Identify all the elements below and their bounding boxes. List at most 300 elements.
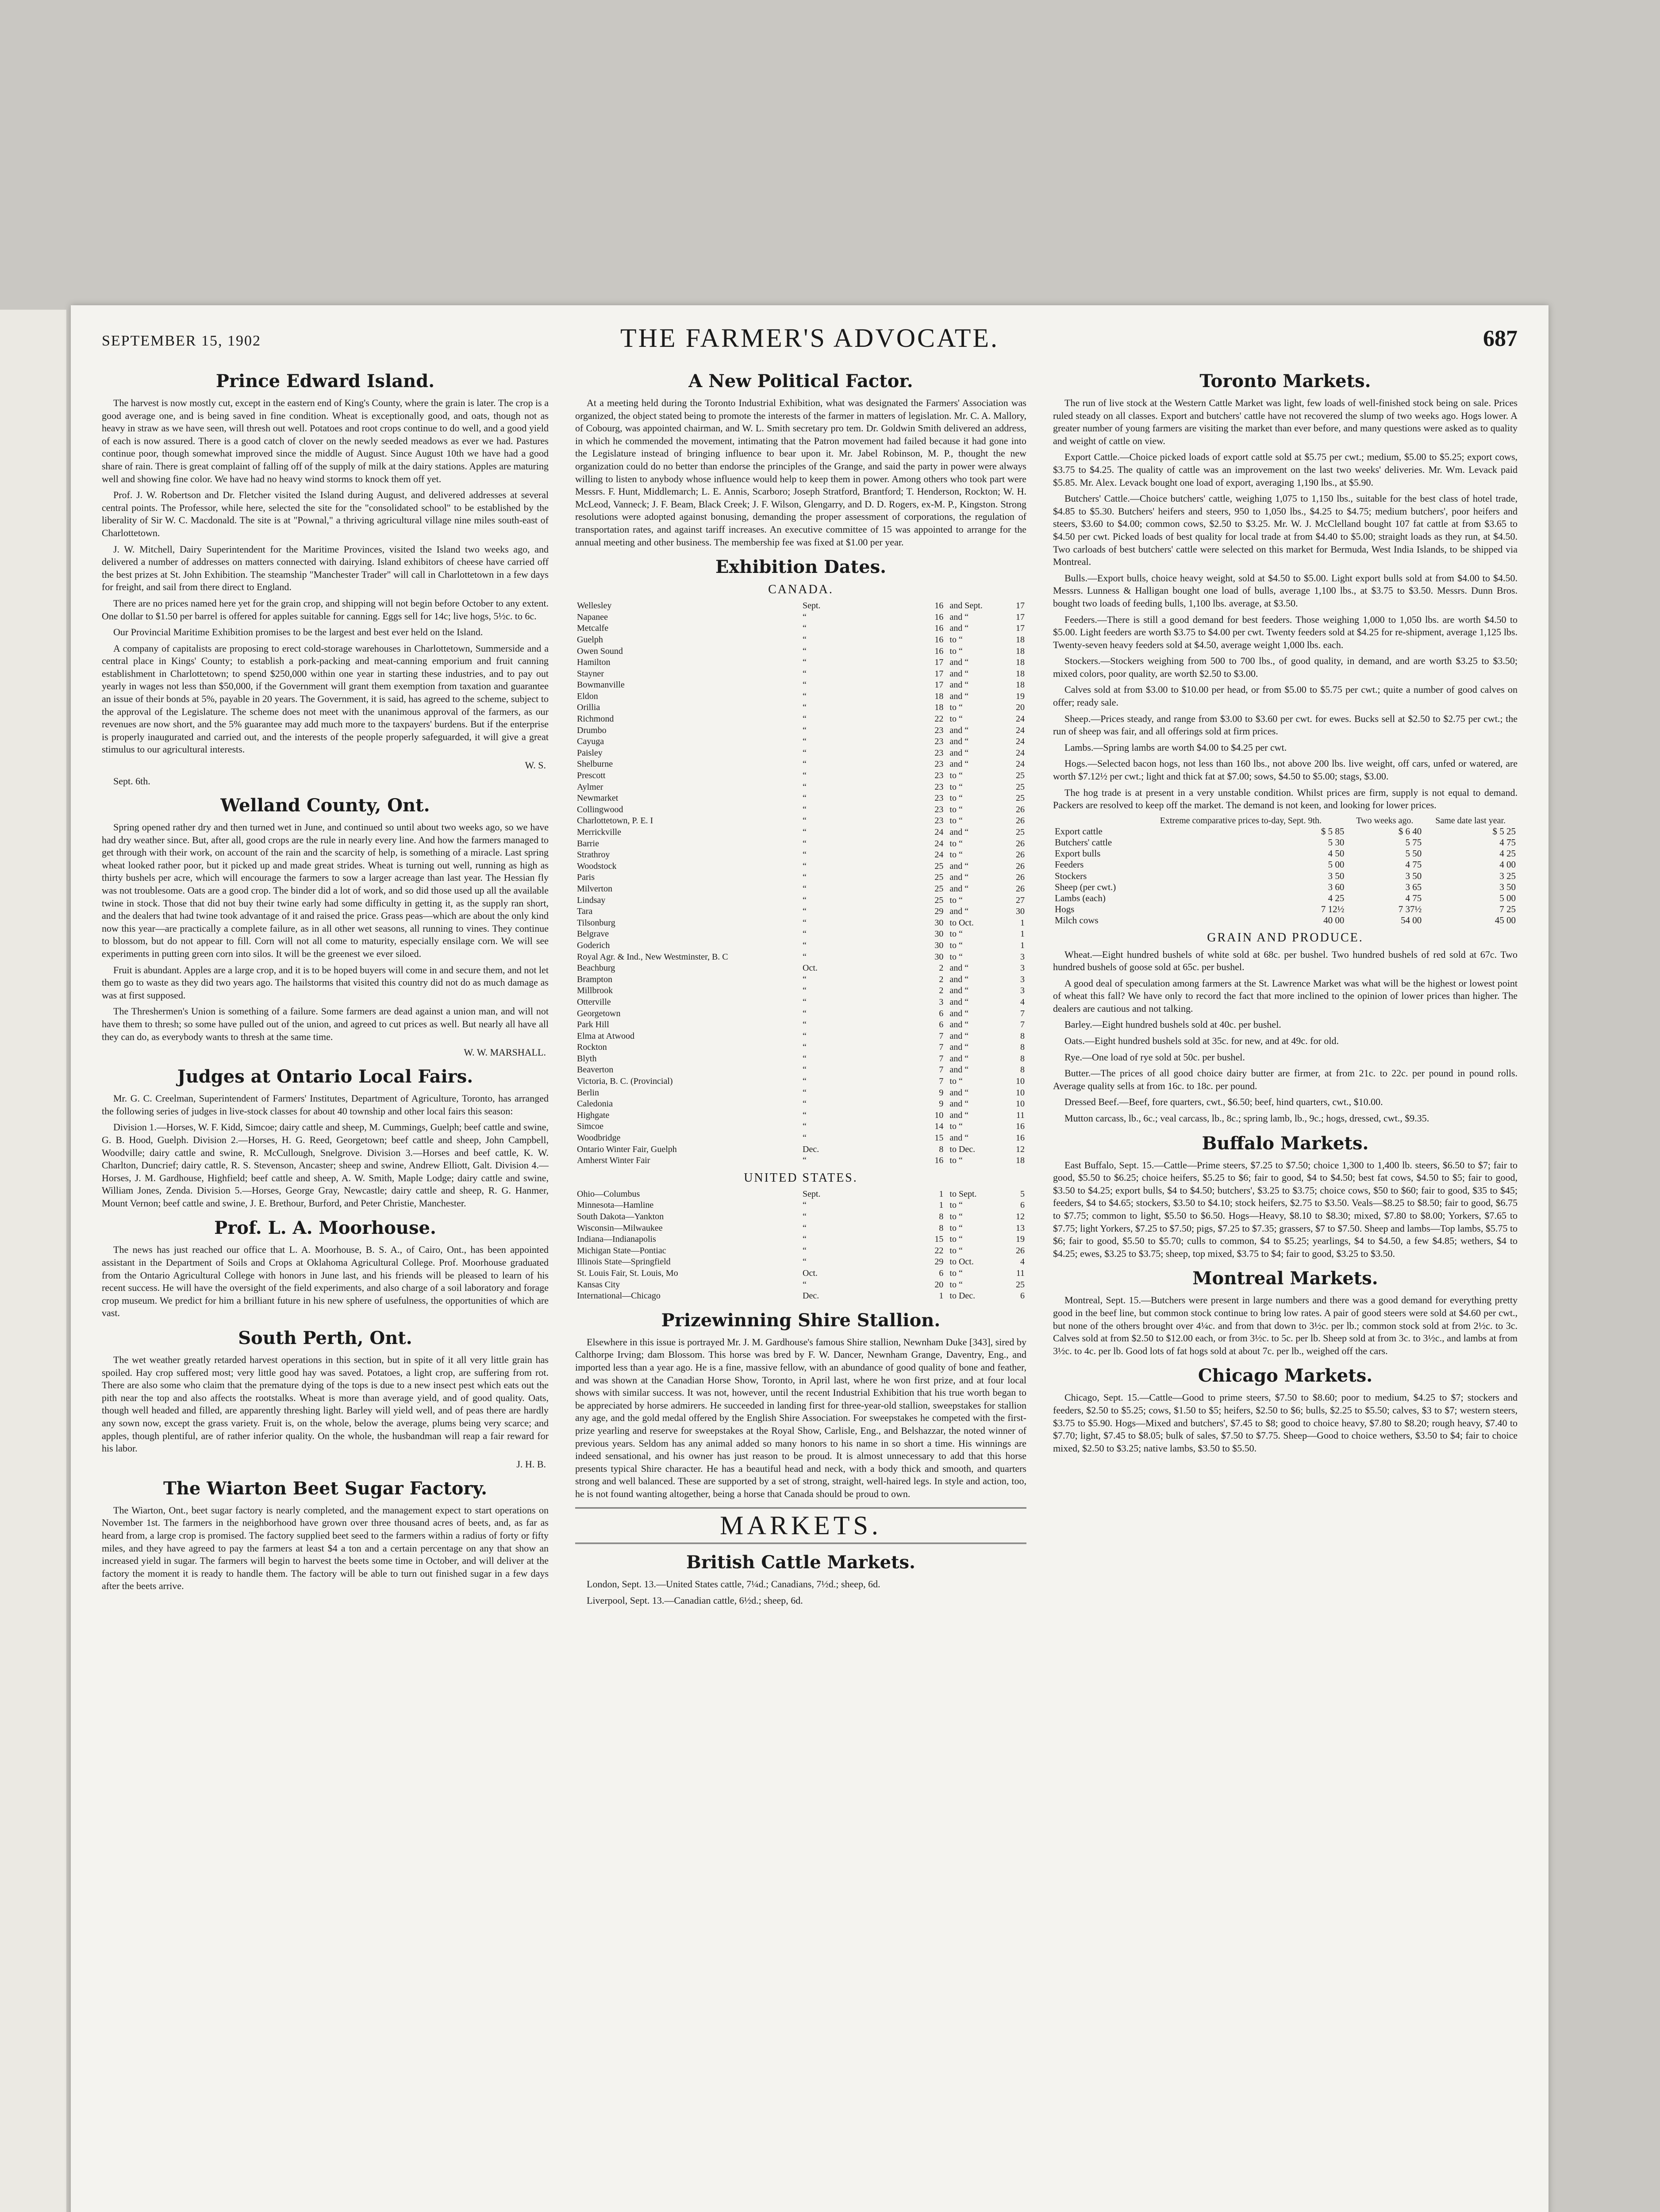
price-row [1053, 893, 1518, 904]
paragraph: Division 1.—Horses, W. F. Kidd, Simcoe; dairy cattle and sheep, M. Cummings, Guelph; beef cattle and swine, G. B. Hood, Guelph. Division 2.—Horses, H. G. Reed, Georgetown; beef cattle and sheep, John Campbell, Woodville; dairy cattle and swine, R. McCullough, Snelgrove. Division 3.—Horses and beef cattle, K. W. Charlton, Duncrief; dairy cattle, R. S. Stevenson, Ancaster; sheep and swine, Andrew Elliott, Galt. Division 4.—Horses, J. M. Gardhouse, Highfield; beef cattle and sheep, A. W. Smith, Maple Lodge; dairy cattle and swine, William Jones, Zenda. Division 5.—Horses, George Gray, Newcastle; dairy cattle and sheep, R. G. Hanmer, Mount Vernon; beef cattle and swine, J. E. Brethour, Burford, and Peter Christie, Manchester. [102, 1121, 549, 1209]
exhibition-row [575, 657, 1026, 668]
exhibition-name: Elma at Atwood [577, 1031, 634, 1041]
exhibition-start-day: 29 [934, 1257, 944, 1267]
column-header: Two weeks ago. [1356, 815, 1414, 826]
exhibition-name: Woodstock [577, 861, 617, 871]
price-row [1053, 837, 1518, 848]
exhibition-end-month: to “ [949, 1245, 963, 1256]
exhibition-name: Royal Agr. & Ind., New Westminster, B. C [577, 952, 728, 962]
exhibition-month: “ [803, 1234, 807, 1244]
exhibition-end-day: 24 [1016, 759, 1025, 769]
exhibition-end-month: and “ [949, 1031, 969, 1041]
price-item: Milch cows [1055, 915, 1099, 926]
article-heading-perth: South Perth, Ont. [238, 1328, 412, 1349]
exhibition-start-day: 25 [934, 861, 944, 871]
exhibition-start-day: 22 [934, 1245, 944, 1256]
exhibition-end-month: to “ [949, 816, 963, 826]
exhibition-start-day: 30 [934, 929, 944, 939]
paragraph: Bulls.—Export bulls, choice heavy weight, sold at $4.50 to $5.00. Light export bulls sold at from $4.00 to $4.50. Messrs. Lunness & Halligan bought one load of bulls, average 1,100 lbs., at $3.75 to $3.50. Messrs. Dunn Bros. bought two loads of feeding bulls, 1,100 lbs. average, at $3.50. [1053, 572, 1518, 609]
exhibition-month: “ [803, 872, 807, 883]
exhibition-end-day: 26 [1016, 872, 1025, 883]
price-two-weeks: 4 75 [1405, 892, 1422, 903]
exhibition-name: Orillia [577, 703, 600, 713]
exhibition-end-day: 4 [1020, 997, 1025, 1007]
price-row [1053, 915, 1518, 926]
paragraph: A company of capitalists are proposing to erect cold-storage warehouses in Charlottetown, Summerside and a central place in Kings' County; to establish a pork-packing and meat-canning emporium and fruit canning establishment in Charlottetown; to spend $250,000 within one year in starting these industries, and to pay out yearly in wages not less than $50,000, if the Government will grant them exemption from taxation and guarantee an issue of their bonds at 5%, payable in 20 years. The Government, it is said, has agreed to the scheme, subject to the approval of the Legislature. The scheme does not meet with the unanimous approval of the farmers, as our revenues are now short, and the 5% guarantee may add much more to the taxpayers' burdens. But if the enterprise is properly inaugurated and carried out, and the interests of the people properly safeguarded, it will give a great stimulus to our agricultural interests. [102, 642, 549, 755]
paragraph: Oats.—Eight hundred bushels sold at 35c. for new, and at 49c. for old. [1064, 1035, 1339, 1047]
exhibition-start-day: 23 [934, 793, 944, 803]
dateline: Sept. 6th. [113, 776, 150, 787]
exhibition-end-month: to “ [949, 1223, 963, 1233]
exhibition-table-canada [575, 600, 1026, 1167]
subheading-united-states: UNITED STATES. [744, 1171, 858, 1185]
exhibition-start-day: 2 [939, 963, 944, 973]
exhibition-end-day: 26 [1016, 1245, 1025, 1256]
exhibition-name: Millbrook [577, 986, 613, 996]
column-right [1053, 363, 1518, 1458]
exhibition-end-month: and “ [949, 1042, 969, 1052]
paragraph: Mutton carcass, lb., 6c.; veal carcass, lb., 8c.; spring lamb, lb., 9c.; hogs, dressed, cwt., $9.35. [1064, 1113, 1429, 1124]
exhibition-name: Rockton [577, 1042, 607, 1052]
price-row [1053, 871, 1518, 882]
section-heading-markets: MARKETS. [575, 1507, 1026, 1544]
exhibition-row [575, 1290, 1026, 1302]
paragraph: The Threshermen's Union is something of a failure. Some farmers are dead against a union man, and will not have them to thresh; so some have pulled out of the union, and agreed to cut prices as well. But nearly all have all they can do, as everybody wants to thresh at the same time. [102, 1006, 549, 1042]
price-item: Stockers [1055, 870, 1087, 881]
paragraph: Stockers.—Stockers weighing from 500 to 700 lbs., of good quality, in demand, and are worth $3.25 to $3.50; mixed colors, poor quality, are worth $2.50 to $3.00. [1053, 655, 1518, 679]
exhibition-month: “ [803, 918, 807, 928]
exhibition-end-month: and “ [949, 906, 969, 917]
exhibition-name: Minnesota—Hamline [577, 1200, 654, 1210]
exhibition-end-month: and “ [949, 668, 969, 679]
exhibition-end-month: to “ [949, 782, 963, 792]
article-heading-shire: Prizewinning Shire Stallion. [661, 1310, 941, 1331]
exhibition-start-day: 23 [934, 782, 944, 792]
exhibition-start-day: 9 [939, 1087, 944, 1098]
exhibition-end-month: and “ [949, 737, 969, 747]
exhibition-end-day: 26 [1016, 850, 1025, 860]
exhibition-month: “ [803, 1257, 807, 1267]
exhibition-month: “ [803, 1223, 807, 1233]
exhibition-end-month: and “ [949, 1065, 969, 1075]
exhibition-name: Newmarket [577, 793, 619, 803]
exhibition-name: Beachburg [577, 963, 615, 973]
exhibition-month: “ [803, 1099, 807, 1109]
exhibition-end-month: to “ [949, 1156, 963, 1166]
exhibition-row [575, 1031, 1026, 1042]
page-header [102, 323, 1518, 354]
exhibition-start-day: 23 [934, 759, 944, 769]
exhibition-month: “ [803, 1065, 807, 1075]
exhibition-end-day: 11 [1016, 1110, 1025, 1120]
exhibition-end-day: 7 [1020, 1020, 1025, 1030]
exhibition-row [575, 1279, 1026, 1291]
exhibition-name: Tilsonburg [577, 918, 615, 928]
exhibition-row [575, 985, 1026, 997]
exhibition-end-month: and Sept. [949, 601, 983, 611]
exhibition-end-month: and “ [949, 1087, 969, 1098]
exhibition-month: “ [803, 623, 807, 634]
exhibition-month: “ [803, 646, 807, 656]
exhibition-row [575, 906, 1026, 918]
exhibition-end-day: 16 [1016, 1121, 1025, 1132]
exhibition-name: Caledonia [577, 1099, 613, 1109]
exhibition-start-day: 24 [934, 850, 944, 860]
paragraph: Chicago, Sept. 15.—Cattle—Good to prime steers, $7.50 to $8.60; poor to medium, $4.25 to $7; stockers and feeders, $2.50 to $5.25; cows, $1.50 to $5; heifers, $2.50 to $6; bulls, $2.25 to $5.50; calves, $3 to $7; western steers, $3.75 to $5.90. Hogs—Mixed and butchers', $7.45 to $8; good to choice heavy, $7.80 to $8.20; rough heavy, $7.40 to $7.70; light, $7.45 to $8.05; bulk of sales, $7.50 to $7.75. Sheep—Good to choice wethers, $3.50 to $4; fair to choice mixed, $2.50 to $3.25; native lambs, $3.50 to $5.50. [1053, 1392, 1518, 1454]
exhibition-end-month: to “ [949, 634, 963, 645]
exhibition-row [575, 804, 1026, 816]
exhibition-end-day: 26 [1016, 816, 1025, 826]
price-row [1053, 826, 1518, 837]
exhibition-end-day: 24 [1016, 737, 1025, 747]
exhibition-end-month: to “ [949, 1076, 963, 1087]
exhibition-end-month: to “ [949, 714, 963, 724]
exhibition-end-day: 18 [1016, 657, 1025, 668]
exhibition-start-day: 1 [939, 1189, 944, 1199]
exhibition-start-day: 7 [939, 1031, 944, 1041]
exhibition-start-day: 17 [934, 657, 944, 668]
exhibition-start-day: 1 [939, 1200, 944, 1210]
exhibition-row [575, 759, 1026, 770]
exhibition-start-day: 25 [934, 895, 944, 905]
exhibition-row [575, 1189, 1026, 1200]
paragraph: Prof. J. W. Robertson and Dr. Fletcher visited the Island during August, and delivered addresses at several central points. The Professor, while here, selected the site for the "consolidated school" to be established by the liberality of Sir W. C. Macdonald. The site is at "Pownal," a thriving agricultural village nine miles south-east of Charlottetown. [102, 489, 549, 538]
exhibition-month: Sept. [803, 1189, 821, 1199]
exhibition-end-day: 24 [1016, 714, 1025, 724]
exhibition-end-month: and “ [949, 1133, 969, 1143]
price-last-year: $ 5 25 [1492, 826, 1516, 837]
exhibition-start-day: 16 [934, 623, 944, 634]
price-item: Export cattle [1055, 826, 1103, 837]
exhibition-month: “ [803, 1212, 807, 1221]
exhibition-end-day: 12 [1016, 1144, 1025, 1154]
exhibition-month: “ [803, 895, 807, 905]
price-two-weeks: 4 75 [1405, 859, 1422, 870]
exhibition-month: “ [803, 997, 807, 1007]
exhibition-start-day: 7 [939, 1053, 944, 1064]
exhibition-name: Merrickville [577, 827, 621, 837]
exhibition-month: “ [803, 1121, 807, 1132]
exhibition-row [575, 861, 1026, 872]
exhibition-end-day: 19 [1016, 691, 1025, 701]
exhibition-end-month: to “ [949, 850, 963, 860]
exhibition-end-day: 8 [1020, 1065, 1025, 1075]
price-current: 5 30 [1328, 837, 1345, 848]
exhibition-row [575, 872, 1026, 883]
price-item: Hogs [1055, 904, 1075, 915]
exhibition-month: “ [803, 612, 807, 622]
exhibition-month: “ [803, 940, 807, 950]
exhibition-end-month: and “ [949, 1008, 969, 1018]
price-item: Lambs (each) [1055, 892, 1106, 903]
exhibition-start-day: 17 [934, 680, 944, 690]
exhibition-row [575, 1144, 1026, 1156]
exhibition-end-month: to “ [949, 1121, 963, 1132]
paragraph: The Wiarton, Ont., beet sugar factory is nearly completed, and the management expect to start operations on November 1st. The farmers in the neighborhood have grown over three thousand acres of beets, and, as far as heard from, a large crop is promised. The factory supplied beet seed to the farmers within a radius of forty or fifty miles, and they have agreed to pay the farmers at least $4 a ton and a certain percentage on any that show an increased yield in sugar. The farmers will begin to harvest the beets some time in October, and will deliver at the factory the moment it is ready to handle them. The factory will be able to turn out finished sugar in a few days after the beets arrive. [102, 1504, 549, 1592]
exhibition-start-day: 30 [934, 918, 944, 928]
price-row [1053, 904, 1518, 915]
exhibition-end-day: 26 [1016, 861, 1025, 871]
exhibition-name: Lindsay [577, 895, 606, 905]
exhibition-name: Amherst Winter Fair [577, 1156, 650, 1166]
price-last-year: 7 25 [1499, 904, 1516, 915]
exhibition-end-day: 26 [1016, 838, 1025, 849]
exhibition-end-month: and “ [949, 1053, 969, 1064]
price-two-weeks: $ 6 40 [1398, 826, 1422, 837]
paragraph: The news has just reached our office that L. A. Moorhouse, B. S. A., of Cairo, Ont., has been appointed assistant in the Department of Soils and Crops at Oklahoma Agricultural College. Prof. Moorhouse graduated from the Ontario Agricultural College with honors in June last, and his friends will be pleased to learn of his recent success. He will have the oversight of the field experiments, and also charge of a soil laboratory and forage crop museum. We predict for him a brilliant future in his new sphere of usefulness, the opportunities of which are vast. [102, 1244, 549, 1319]
exhibition-end-month: and “ [949, 1020, 969, 1030]
exhibition-row [575, 1098, 1026, 1110]
paragraph: There are no prices named here yet for the grain crop, and shipping will not begin before October to any extent. One dollar to $1.50 per barrel is offered for apples suitable for canning. Eggs sell for 14c; live hogs, 5½c. to 6c. [102, 597, 549, 622]
exhibition-start-day: 14 [934, 1121, 944, 1132]
exhibition-end-month: and “ [949, 963, 969, 973]
exhibition-name: Indiana—Indianapolis [577, 1234, 656, 1244]
exhibition-end-day: 10 [1016, 1076, 1025, 1087]
exhibition-start-day: 23 [934, 725, 944, 735]
exhibition-month: “ [803, 1008, 807, 1018]
exhibition-start-day: 17 [934, 668, 944, 679]
exhibition-end-month: to “ [949, 1268, 963, 1278]
exhibition-end-day: 3 [1020, 986, 1025, 996]
price-two-weeks: 54 00 [1400, 915, 1422, 926]
exhibition-month: “ [803, 883, 807, 894]
exhibition-end-month: to “ [949, 793, 963, 803]
exhibition-end-day: 8 [1020, 1042, 1025, 1052]
price-current: $ 5 85 [1321, 826, 1345, 837]
exhibition-month: “ [803, 1133, 807, 1143]
exhibition-end-day: 25 [1016, 793, 1025, 803]
exhibition-name: Aylmer [577, 782, 603, 792]
exhibition-start-day: 18 [934, 691, 944, 701]
exhibition-row [575, 838, 1026, 850]
exhibition-name: Napanee [577, 612, 608, 622]
price-current: 4 25 [1328, 892, 1345, 903]
exhibition-row [575, 1256, 1026, 1268]
exhibition-row [575, 1211, 1026, 1223]
exhibition-end-month: to Oct. [949, 918, 974, 928]
exhibition-name: Tara [577, 906, 593, 917]
exhibition-row [575, 1110, 1026, 1121]
page-number: 687 [1483, 326, 1518, 351]
exhibition-month: “ [803, 986, 807, 996]
exhibition-name: St. Louis Fair, St. Louis, Mo [577, 1268, 678, 1278]
paragraph: At a meeting held during the Toronto Industrial Exhibition, what was designated the Farmers' Association was organized, the object stated being to promote the interests of the farmer in matters of legislation. Mr. C. A. Mallory, of Cobourg, was appointed chairman, and W. L. Smith secretary pro tem. Dr. Goldwin Smith delivered an address, in which he commended the movement, intimating that the Patron movement had failed because it had gone into the Legislature instead of bringing influence to bear upon it. Mr. Jabel Robinson, M. P., thought the new organization could do no better than endorse the principles of the Grange, and said the party in power were always willing to listen to anybody whose influence would help to keep them in power. Among others who took part were Messrs. F. Hunt, Middlemarch; L. E. Annis, Scarboro; Joseph Stratford, Brantford; T. Henderson, Rockton; W. H. McLeod, Vanneck; J. F. Beam, Black Creek; J. F. Wilson, Glengarry, and D. D. Rogers, ex-M. P., Kingston. Strong resolutions were adopted against bonusing, demanding the proper assessment of corporations, the regulation of transportation rates, and against tariff increases. An executive committee of 15 was appointed to arrange for the annual meeting and other business. The membership fee was fixed at $1.00 per year. [575, 397, 1026, 548]
exhibition-row [575, 1223, 1026, 1234]
price-comparison-table [1053, 815, 1518, 926]
exhibition-month: “ [803, 668, 807, 679]
exhibition-end-day: 3 [1020, 952, 1025, 962]
exhibition-row [575, 940, 1026, 952]
exhibition-start-day: 7 [939, 1076, 944, 1087]
exhibition-end-day: 11 [1016, 1268, 1025, 1278]
paragraph: Elsewhere in this issue is portrayed Mr. J. M. Gardhouse's famous Shire stallion, Newnham Duke [343], sired by Calthorpe Irving; dam Blossom. This horse was bred by F. W. Dancer, Newnham Grange, Daventry, Eng., and imported less than a year ago. He is a fine, massive fellow, with an abundance of good quality of bone and feather, and was shown at the Canadian Horse Show, Toronto, in April last, where he won first prize, and at four local shows with similar success. It was not, however, until the recent Industrial Exhibition that his true worth began to be appreciated by horse admirers. He succeeded in landing first for three-year-old stallion, sweepstakes for stallion any age, and the gold medal offered by the English Shire Association. For sweepstakes he competed with the first-prize yearling and reserve for sweepstakes at the Royal Show, Carlisle, Eng., and Belshazzar, the noted winner of previous years. Seldom has any animal added so many honors to his name in so short a time. His winnings are indeed sensational, and his owner has just reason to be proud. It is almost unnecessary to add that this horse presents typical Shire character. He has a beautiful head and neck, with a body thick and smooth, and quarters strong and well balanced. These are supported by a set of strong, straight, well-haired legs. In style and action, too, he is not found wanting altogether, being a horse that Canada should be proud to own. [575, 1336, 1026, 1499]
exhibition-name: Metcalfe [577, 623, 609, 634]
price-item: Export bulls [1055, 848, 1101, 859]
exhibition-month: “ [803, 804, 807, 814]
exhibition-name: Paris [577, 872, 595, 883]
exhibition-end-day: 1 [1020, 940, 1025, 950]
exhibition-row [575, 918, 1026, 929]
exhibition-end-month: to “ [949, 1279, 963, 1290]
price-two-weeks: 3 65 [1405, 881, 1422, 892]
exhibition-end-day: 1 [1020, 929, 1025, 939]
exhibition-start-day: 16 [934, 646, 944, 656]
exhibition-row [575, 1245, 1026, 1257]
exhibition-end-day: 18 [1016, 680, 1025, 690]
exhibition-start-day: 8 [939, 1212, 944, 1221]
column-left [102, 363, 549, 1596]
exhibition-name: International—Chicago [577, 1291, 661, 1301]
exhibition-row [575, 1268, 1026, 1279]
price-current: 3 50 [1328, 870, 1345, 881]
paragraph: Rye.—One load of rye sold at 50c. per bushel. [1064, 1051, 1245, 1063]
exhibition-name: Paisley [577, 748, 603, 758]
exhibition-row [575, 952, 1026, 963]
exhibition-end-month: to Dec. [949, 1291, 976, 1301]
exhibition-start-day: 25 [934, 872, 944, 883]
exhibition-row [575, 815, 1026, 827]
price-current: 7 12½ [1321, 904, 1345, 915]
exhibition-end-day: 3 [1020, 963, 1025, 973]
exhibition-month: Oct. [803, 963, 818, 973]
paragraph: J. W. Mitchell, Dairy Superintendent for the Maritime Provinces, visited the Island two weeks ago, and delivered a number of addresses on matters connected with dairying. Island exhibitors of cheese have carried off the best prizes at St. John Exhibition. The steamship "Manchester Trader" will call in Charlottetown in a few days for freight, and sail from there direct to England. [102, 543, 549, 593]
exhibition-end-day: 10 [1016, 1087, 1025, 1098]
article-heading-british: British Cattle Markets. [686, 1552, 915, 1573]
exhibition-row [575, 714, 1026, 725]
exhibition-end-month: and “ [949, 748, 969, 758]
exhibition-row [575, 1019, 1026, 1031]
exhibition-end-month: to “ [949, 646, 963, 656]
exhibition-name: Richmond [577, 714, 614, 724]
exhibition-end-day: 4 [1020, 1257, 1025, 1267]
adjacent-page-margin [0, 310, 66, 2212]
exhibition-name: Cayuga [577, 737, 604, 747]
exhibition-row [575, 782, 1026, 793]
exhibition-end-day: 25 [1016, 771, 1025, 781]
paragraph: Export Cattle.—Choice picked loads of export cattle sold at $5.75 per cwt.; medium, $5.00 to $5.25; export cows, $3.75 to $4.25. The quality of cattle was an improvement on the last two weeks' deliveries. Mr. Wm. Levack paid $5.85. Mr. Alex. Levack bought one load of export, averaging 1,190 lbs., at $5.90. [1053, 451, 1518, 488]
exhibition-end-day: 24 [1016, 725, 1025, 735]
exhibition-name: Belgrave [577, 929, 609, 939]
exhibition-start-day: 15 [934, 1133, 944, 1143]
exhibition-month: “ [803, 657, 807, 668]
exhibition-row [575, 646, 1026, 657]
exhibition-row [575, 1064, 1026, 1076]
exhibition-start-day: 16 [934, 634, 944, 645]
exhibition-name: Beaverton [577, 1065, 614, 1075]
exhibition-start-day: 30 [934, 940, 944, 950]
article-heading-exhibitions: Exhibition Dates. [715, 557, 887, 578]
exhibition-month: “ [803, 1031, 807, 1041]
column-middle [575, 363, 1026, 1611]
paragraph: Sheep.—Prices steady, and range from $3.00 to $3.60 per cwt. for ewes. Bucks sell at $2.50 to $2.75 per cwt.; the run of sheep was fair, and all offerings sold at firm prices. [1053, 713, 1518, 737]
exhibition-end-month: and “ [949, 1110, 969, 1120]
exhibition-end-day: 25 [1016, 782, 1025, 792]
exhibition-row [575, 793, 1026, 804]
exhibition-start-day: 23 [934, 816, 944, 826]
exhibition-month: “ [803, 1053, 807, 1064]
exhibition-row [575, 736, 1026, 748]
exhibition-end-day: 20 [1016, 703, 1025, 713]
exhibition-name: Ohio—Columbus [577, 1189, 640, 1199]
exhibition-end-day: 1 [1020, 918, 1025, 928]
paragraph: Liverpool, Sept. 13.—Canadian cattle, 6½d.; sheep, 6d. [587, 1595, 803, 1606]
exhibition-row [575, 634, 1026, 646]
exhibition-month: “ [803, 725, 807, 735]
article-heading-chicago: Chicago Markets. [1198, 1365, 1373, 1386]
price-row [1053, 859, 1518, 870]
exhibition-name: Milverton [577, 883, 612, 894]
exhibition-end-day: 7 [1020, 1008, 1025, 1018]
exhibition-end-month: and “ [949, 1099, 969, 1109]
exhibition-row [575, 1087, 1026, 1099]
signature: W. S. [525, 760, 546, 771]
exhibition-start-day: 22 [934, 714, 944, 724]
price-current: 40 00 [1323, 915, 1345, 926]
price-two-weeks: 5 75 [1405, 837, 1422, 848]
subheading-grain: GRAIN AND PRODUCE. [1207, 930, 1364, 945]
exhibition-start-day: 23 [934, 771, 944, 781]
price-item: Sheep (per cwt.) [1055, 881, 1116, 892]
exhibition-row [575, 1008, 1026, 1020]
paragraph: Dressed Beef.—Beef, fore quarters, cwt., $6.50; beef, hind quarters, cwt., $10.00. [1064, 1096, 1383, 1108]
price-two-weeks: 3 50 [1405, 870, 1422, 881]
exhibition-end-day: 8 [1020, 1031, 1025, 1041]
exhibition-row [575, 827, 1026, 838]
exhibition-end-month: and “ [949, 725, 969, 735]
article-heading-toronto: Toronto Markets. [1199, 371, 1371, 392]
paragraph: Butter.—The prices of all good choice dairy butter are firmer, at from 21c. to 22c. per pound in pound rolls. Average quality sells at from 16c. to 18c. per pound. [1053, 1068, 1518, 1091]
article-heading-montreal: Montreal Markets. [1192, 1268, 1378, 1289]
exhibition-row [575, 748, 1026, 759]
exhibition-end-month: to “ [949, 1234, 963, 1244]
price-last-year: 4 75 [1499, 837, 1516, 848]
paragraph: Hogs.—Selected bacon hogs, not less than 160 lbs., not above 200 lbs. live weight, off cars, unfed or watered, are worth $7.12½ per cwt.; light and thick fat at $7.00; sows, $4.50 to $5.00; stags, $3.00. [1053, 758, 1518, 782]
exhibition-row [575, 691, 1026, 703]
exhibition-month: “ [803, 1087, 807, 1098]
issue-date: SEPTEMBER 15, 1902 [102, 333, 261, 349]
exhibition-name: Stayner [577, 668, 604, 679]
exhibition-end-day: 27 [1016, 895, 1025, 905]
column-header: Same date last year. [1435, 815, 1506, 826]
exhibition-start-day: 23 [934, 748, 944, 758]
exhibition-end-month: to “ [949, 804, 963, 814]
exhibition-end-day: 18 [1016, 634, 1025, 645]
exhibition-month: “ [803, 1076, 807, 1087]
exhibition-name: Woodbridge [577, 1133, 621, 1143]
exhibition-end-month: to “ [949, 929, 963, 939]
exhibition-month: Oct. [803, 1268, 818, 1278]
exhibition-row [575, 668, 1026, 680]
exhibition-start-day: 7 [939, 1042, 944, 1052]
paragraph: Mr. G. C. Creelman, Superintendent of Farmers' Institutes, Department of Agriculture, Toronto, has arranged the following series of judges in live-stock classes for about 40 township and other local fairs this season: [102, 1093, 549, 1117]
exhibition-name: Berlin [577, 1087, 599, 1098]
exhibition-month: “ [803, 816, 807, 826]
exhibition-month: “ [803, 1245, 807, 1256]
exhibition-end-month: and “ [949, 827, 969, 837]
price-current: 3 60 [1328, 881, 1345, 892]
exhibition-row [575, 1076, 1026, 1087]
exhibition-month: “ [803, 714, 807, 724]
exhibition-month: “ [803, 1279, 807, 1290]
article-heading-moorhouse: Prof. L. A. Moorhouse. [214, 1217, 436, 1239]
exhibition-row [575, 1133, 1026, 1144]
exhibition-start-day: 16 [934, 1156, 944, 1166]
exhibition-name: Owen Sound [577, 646, 623, 656]
exhibition-name: Strathroy [577, 850, 610, 860]
paragraph: Feeders.—There is still a good demand for best feeders. Those weighing 1,000 to 1,050 lbs. are worth $4.50 to $5.00. Light feeders are worth $3.75 to $4.00 per cwt. Twenty feeders sold at $4.25 for re-shipment, average 1,125 lbs. Twenty-seven heavy feeders sold at $4.50, average weight 1,000 lbs. each. [1053, 614, 1518, 650]
newspaper-page [71, 305, 1549, 2212]
masthead-title: THE FARMER'S ADVOCATE. [620, 323, 999, 353]
